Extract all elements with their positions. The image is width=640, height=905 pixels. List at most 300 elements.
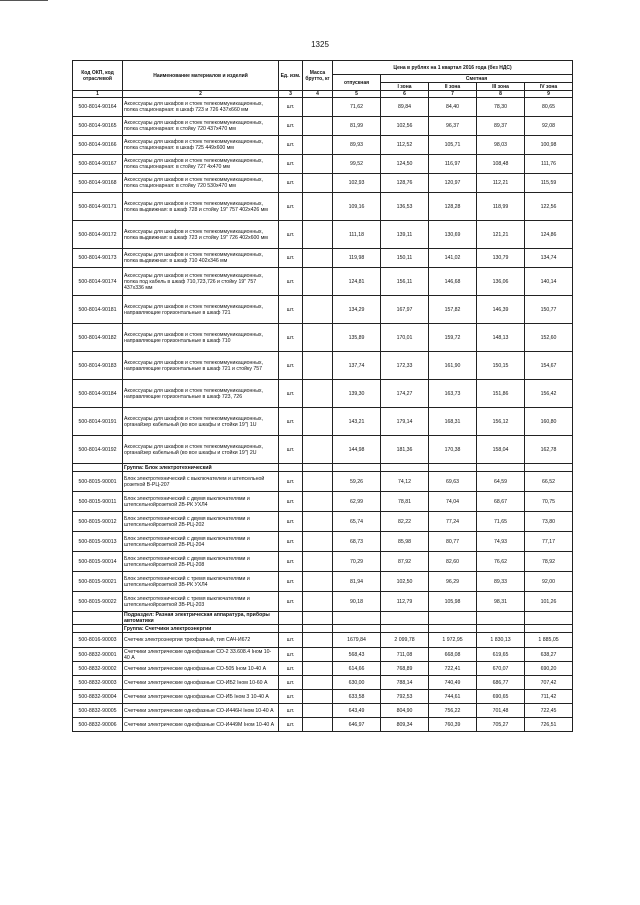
price-zone2: 69,63 [429, 472, 477, 492]
item-unit: шт. [279, 117, 303, 136]
item-code: 500-8832-90003 [73, 676, 123, 690]
colnum: 3 [279, 91, 303, 98]
price-zone1: 2 099,78 [381, 633, 429, 648]
item-code: 500-8014-90174 [73, 268, 123, 296]
price-zone1: 156,11 [381, 268, 429, 296]
empty-cell [429, 625, 477, 633]
item-name: Счетчики электрические однофазные СО-И446Н Iном 10-40 А [123, 704, 279, 718]
table-row [73, 98, 573, 117]
item-code: 500-8832-90004 [73, 690, 123, 704]
table-row [73, 648, 573, 662]
price-release: 144,98 [333, 436, 381, 464]
item-code: 500-8015-90011 [73, 492, 123, 512]
table-row [73, 633, 573, 648]
item-mass [303, 436, 333, 464]
price-zone3: 670,07 [477, 662, 525, 676]
item-unit: шт. [279, 296, 303, 324]
empty-cell [333, 464, 381, 472]
price-zone1: 150,11 [381, 249, 429, 268]
price-release: 630,00 [333, 676, 381, 690]
item-mass [303, 572, 333, 592]
price-zone4: 156,42 [525, 380, 573, 408]
price-zone3: 130,79 [477, 249, 525, 268]
price-zone2: 1 972,95 [429, 633, 477, 648]
item-mass [303, 512, 333, 532]
item-name: Аксессуары для шкафов и стоек телекоммуникационных, полка стационарная: в шкаф 725 449х600 мм [123, 136, 279, 155]
price-zone1: 170,01 [381, 324, 429, 352]
empty-cell [279, 612, 303, 625]
price-zone4: 73,80 [525, 512, 573, 532]
price-zone1: 78,81 [381, 492, 429, 512]
empty-cell [477, 625, 525, 633]
item-mass [303, 592, 333, 612]
item-name: Блок электротехнический с двумя выключателями и штепсельнойрозеткой 2В-РК УХЛ4 [123, 492, 279, 512]
price-zone4: 140,14 [525, 268, 573, 296]
item-mass [303, 552, 333, 572]
item-unit: шт. [279, 136, 303, 155]
item-name: Аксессуары для шкафов и стоек телекоммуникационных, направляющие горизонтальные в шкаф 721 [123, 296, 279, 324]
item-mass [303, 174, 333, 193]
item-mass [303, 380, 333, 408]
item-mass [303, 249, 333, 268]
item-name: Счетчики электрические однофазные СО-ИБ2 Iном 10-60 А [123, 676, 279, 690]
item-unit: шт. [279, 572, 303, 592]
price-zone2: 756,22 [429, 704, 477, 718]
price-zone4: 154,67 [525, 352, 573, 380]
table-row [73, 174, 573, 193]
item-mass [303, 532, 333, 552]
item-code: 500-8014-90182 [73, 324, 123, 352]
price-release: 68,73 [333, 532, 381, 552]
header-zone1: I зона [381, 83, 429, 91]
item-name: Блок электротехнический с выключателем и штепсельной розеткой В-РЦ-207 [123, 472, 279, 492]
price-zone3: 78,30 [477, 98, 525, 117]
item-name: Аксессуары для шкафов и стоек телекоммуникационных, полка выдвижная: в шкаф 710 402х346 мм [123, 249, 279, 268]
empty-cell [333, 612, 381, 625]
item-code: 500-8014-90184 [73, 380, 123, 408]
table-row [73, 676, 573, 690]
empty-cell [303, 612, 333, 625]
table-row [73, 436, 573, 464]
group-title: Группа: Счетчики электроэнергии [123, 625, 279, 633]
price-zone3: 89,33 [477, 572, 525, 592]
table-row [73, 249, 573, 268]
item-unit: шт. [279, 472, 303, 492]
item-code: 500-8015-90013 [73, 532, 123, 552]
price-zone3: 705,27 [477, 718, 525, 732]
price-zone4: 707,42 [525, 676, 573, 690]
price-zone1: 768,89 [381, 662, 429, 676]
price-zone2: 740,49 [429, 676, 477, 690]
item-code: 500-8014-90164 [73, 98, 123, 117]
price-zone2: 163,73 [429, 380, 477, 408]
price-zone1: 74,12 [381, 472, 429, 492]
item-name: Аксессуары для шкафов и стоек телекоммуникационных, направляющие горизонтальные в шкаф 721 и стойку 757 [123, 352, 279, 380]
item-code: 500-8014-90166 [73, 136, 123, 155]
group-code-cell [73, 464, 123, 472]
price-zone2: 744,61 [429, 690, 477, 704]
table-row [73, 380, 573, 408]
price-zone2: 159,72 [429, 324, 477, 352]
item-unit: шт. [279, 718, 303, 732]
item-name: Аксессуары для шкафов и стоек телекоммуникационных, органайзер кабельный (во все шкафы и стойки 19") 2U [123, 436, 279, 464]
price-zone4: 80,65 [525, 98, 573, 117]
item-name: Блок электротехнический с двумя выключателями и штепсельнойрозеткой 2В-РЦ-208 [123, 552, 279, 572]
item-code: 500-8015-90022 [73, 592, 123, 612]
item-mass [303, 676, 333, 690]
price-zone2: 157,82 [429, 296, 477, 324]
table-row [73, 352, 573, 380]
price-zone3: 690,65 [477, 690, 525, 704]
price-zone2: 96,29 [429, 572, 477, 592]
item-code: 500-8014-90172 [73, 221, 123, 249]
item-mass [303, 662, 333, 676]
price-zone1: 179,14 [381, 408, 429, 436]
colnum: 8 [477, 91, 525, 98]
item-name: Аксессуары для шкафов и стоек телекоммуникационных, полка под кабель в шкаф 710,723,726 и стойку 19" 757 437х336 мм [123, 268, 279, 296]
item-code: 500-8015-90001 [73, 472, 123, 492]
item-code: 500-8014-90171 [73, 193, 123, 221]
header-zone4: IV зона [525, 83, 573, 91]
price-zone3: 89,37 [477, 117, 525, 136]
empty-cell [303, 464, 333, 472]
price-release: 124,81 [333, 268, 381, 296]
item-unit: шт. [279, 436, 303, 464]
price-zone1: 804,90 [381, 704, 429, 718]
price-zone2: 96,37 [429, 117, 477, 136]
empty-cell [525, 612, 573, 625]
price-zone4: 722,45 [525, 704, 573, 718]
price-release: 81,99 [333, 117, 381, 136]
price-zone1: 128,76 [381, 174, 429, 193]
item-unit: шт. [279, 380, 303, 408]
page-number: 1325 [311, 40, 329, 49]
price-zone4: 711,42 [525, 690, 573, 704]
price-zone4: 690,20 [525, 662, 573, 676]
price-zone3: 98,03 [477, 136, 525, 155]
item-code: 500-8015-90021 [73, 572, 123, 592]
empty-cell [303, 625, 333, 633]
price-zone1: 167,97 [381, 296, 429, 324]
table-row [73, 472, 573, 492]
price-zone2: 760,39 [429, 718, 477, 732]
table-row [73, 117, 573, 136]
price-release: 646,97 [333, 718, 381, 732]
price-zone2: 82,60 [429, 552, 477, 572]
price-zone4: 726,51 [525, 718, 573, 732]
price-zone3: 1 830,13 [477, 633, 525, 648]
table-row [73, 155, 573, 174]
price-zone2: 722,41 [429, 662, 477, 676]
header-name: Наименование материалов и изделий [123, 61, 279, 91]
price-zone4: 1 885,05 [525, 633, 573, 648]
price-zone4: 134,74 [525, 249, 573, 268]
price-release: 143,21 [333, 408, 381, 436]
item-mass [303, 408, 333, 436]
price-zone3: 76,62 [477, 552, 525, 572]
table-row [73, 572, 573, 592]
table-row [73, 592, 573, 612]
item-unit: шт. [279, 155, 303, 174]
price-release: 139,30 [333, 380, 381, 408]
colnum: 4 [303, 91, 333, 98]
price-zone1: 181,36 [381, 436, 429, 464]
price-zone4: 92,08 [525, 117, 573, 136]
colnum: 2 [123, 91, 279, 98]
header-release: отпускная [333, 75, 381, 91]
item-name: Счетчики электрические однофазные СО-ИБ Iном 3 10-40 А [123, 690, 279, 704]
item-unit: шт. [279, 98, 303, 117]
item-unit: шт. [279, 676, 303, 690]
item-code: 500-8014-90168 [73, 174, 123, 193]
item-name: Счетчик электроэнергии трехфазный, тип САЧ-И672 [123, 633, 279, 648]
item-code: 500-8015-90012 [73, 512, 123, 532]
price-zone4: 162,78 [525, 436, 573, 464]
price-release: 71,62 [333, 98, 381, 117]
price-release: 62,99 [333, 492, 381, 512]
price-zone4: 160,80 [525, 408, 573, 436]
item-mass [303, 268, 333, 296]
item-name: Счетчики электрические однофазные СО-505 Iном 10-40 А [123, 662, 279, 676]
empty-cell [381, 625, 429, 633]
price-zone3: 158,04 [477, 436, 525, 464]
price-release: 137,74 [333, 352, 381, 380]
price-release: 90,18 [333, 592, 381, 612]
item-code: 500-8014-90173 [73, 249, 123, 268]
item-name: Аксессуары для шкафов и стоек телекоммуникационных, полка стационарная: в стойку 720 530х470 мм [123, 174, 279, 193]
item-code: 500-8016-90003 [73, 633, 123, 648]
price-zone1: 788,14 [381, 676, 429, 690]
price-zone1: 89,84 [381, 98, 429, 117]
price-zone2: 105,98 [429, 592, 477, 612]
price-release: 135,89 [333, 324, 381, 352]
item-name: Аксессуары для шкафов и стоек телекоммуникационных, полка выдвижная: в шкаф 728 и стойку 19" 757 402х426 мм [123, 193, 279, 221]
colnum: 7 [429, 91, 477, 98]
item-unit: шт. [279, 268, 303, 296]
empty-cell [525, 464, 573, 472]
colnum: 9 [525, 91, 573, 98]
price-release: 81,94 [333, 572, 381, 592]
item-name: Аксессуары для шкафов и стоек телекоммуникационных, полка стационарная: в шкаф 723 и 726 437х660 мм [123, 98, 279, 117]
item-mass [303, 690, 333, 704]
price-zone2: 105,71 [429, 136, 477, 155]
price-zone2: 80,77 [429, 532, 477, 552]
price-zone3: 146,39 [477, 296, 525, 324]
item-mass [303, 718, 333, 732]
item-mass [303, 704, 333, 718]
group-title: Подраздел: Разная электрическая аппаратура, приборы автоматики [123, 612, 279, 625]
item-unit: шт. [279, 662, 303, 676]
table-row [73, 296, 573, 324]
price-zone3: 148,13 [477, 324, 525, 352]
item-unit: шт. [279, 408, 303, 436]
price-zone3: 118,99 [477, 193, 525, 221]
price-zone1: 809,34 [381, 718, 429, 732]
price-zone4: 150,77 [525, 296, 573, 324]
price-zone1: 102,50 [381, 572, 429, 592]
group-title: Группа: Блок электротехнический [123, 464, 279, 472]
price-table [72, 60, 573, 732]
price-zone4: 92,00 [525, 572, 573, 592]
price-zone3: 150,15 [477, 352, 525, 380]
price-zone2: 146,68 [429, 268, 477, 296]
price-zone2: 120,97 [429, 174, 477, 193]
item-name: Счетчики электрические однофазные СО-2 33.608.4 Iном 10-40 А [123, 648, 279, 662]
item-name: Аксессуары для шкафов и стоек телекоммуникационных, направляющие горизонтальные в шкаф 723, 726 [123, 380, 279, 408]
item-code: 500-8014-90167 [73, 155, 123, 174]
price-zone3: 112,21 [477, 174, 525, 193]
table-row [73, 512, 573, 532]
price-release: 65,74 [333, 512, 381, 532]
item-name: Блок электротехнический с тремя выключателями и штепсельнойрозеткой 3В-РК УХЛ4 [123, 572, 279, 592]
empty-cell [477, 612, 525, 625]
table-row [73, 690, 573, 704]
item-mass [303, 633, 333, 648]
price-zone2: 161,90 [429, 352, 477, 380]
price-zone1: 792,53 [381, 690, 429, 704]
price-zone3: 64,59 [477, 472, 525, 492]
price-zone3: 108,48 [477, 155, 525, 174]
price-zone2: 116,97 [429, 155, 477, 174]
item-mass [303, 352, 333, 380]
price-zone4: 66,52 [525, 472, 573, 492]
colnum: 5 [333, 91, 381, 98]
item-name: Аксессуары для шкафов и стоек телекоммуникационных, полка стационарная: в стойку 727 4х470 мм [123, 155, 279, 174]
price-zone3: 151,86 [477, 380, 525, 408]
price-zone2: 74,04 [429, 492, 477, 512]
header-unit: Ед. изм. [279, 61, 303, 91]
item-unit: шт. [279, 648, 303, 662]
price-zone1: 172,33 [381, 352, 429, 380]
item-code: 500-8014-90183 [73, 352, 123, 380]
table-row [73, 704, 573, 718]
item-unit: шт. [279, 704, 303, 718]
item-code: 500-8014-90192 [73, 436, 123, 464]
item-mass [303, 155, 333, 174]
price-release: 89,93 [333, 136, 381, 155]
table-row [73, 552, 573, 572]
colnum: 6 [381, 91, 429, 98]
price-release: 59,26 [333, 472, 381, 492]
table-row [73, 136, 573, 155]
price-zone3: 156,12 [477, 408, 525, 436]
item-mass [303, 324, 333, 352]
item-mass [303, 221, 333, 249]
item-mass [303, 492, 333, 512]
price-release: 119,98 [333, 249, 381, 268]
price-zone4: 70,75 [525, 492, 573, 512]
item-name: Аксессуары для шкафов и стоек телекоммуникационных, направляющие горизонтальные в шкаф 710 [123, 324, 279, 352]
header-zone3: III зона [477, 83, 525, 91]
item-code: 500-8014-90191 [73, 408, 123, 436]
price-release: 102,93 [333, 174, 381, 193]
price-zone2: 77,24 [429, 512, 477, 532]
item-code: 500-8015-90014 [73, 552, 123, 572]
item-code: 500-8832-90006 [73, 718, 123, 732]
item-mass [303, 296, 333, 324]
item-unit: шт. [279, 324, 303, 352]
table-row [73, 662, 573, 676]
empty-cell [429, 612, 477, 625]
price-zone2: 168,31 [429, 408, 477, 436]
table-row [73, 193, 573, 221]
price-zone1: 85,98 [381, 532, 429, 552]
price-zone4: 78,92 [525, 552, 573, 572]
price-zone2: 668,08 [429, 648, 477, 662]
item-mass [303, 193, 333, 221]
price-zone4: 77,17 [525, 532, 573, 552]
price-zone3: 701,48 [477, 704, 525, 718]
price-zone3: 71,65 [477, 512, 525, 532]
price-zone1: 112,52 [381, 136, 429, 155]
price-zone4: 101,26 [525, 592, 573, 612]
item-unit: шт. [279, 552, 303, 572]
price-zone4: 111,76 [525, 155, 573, 174]
item-unit: шт. [279, 592, 303, 612]
table-row [73, 532, 573, 552]
empty-cell [381, 612, 429, 625]
item-mass [303, 98, 333, 117]
group-row [73, 625, 573, 633]
price-release: 633,58 [333, 690, 381, 704]
price-zone3: 121,21 [477, 221, 525, 249]
header-zone2: II зона [429, 83, 477, 91]
item-unit: шт. [279, 221, 303, 249]
price-zone1: 102,56 [381, 117, 429, 136]
table-row [73, 221, 573, 249]
price-zone2: 170,38 [429, 436, 477, 464]
item-code: 500-8014-90181 [73, 296, 123, 324]
table-row [73, 492, 573, 512]
price-zone3: 68,67 [477, 492, 525, 512]
price-zone4: 122,56 [525, 193, 573, 221]
header-estimate: Сметная [381, 75, 573, 83]
price-zone3: 74,93 [477, 532, 525, 552]
item-code: 500-8832-90005 [73, 704, 123, 718]
price-release: 111,18 [333, 221, 381, 249]
item-mass [303, 117, 333, 136]
price-zone1: 124,50 [381, 155, 429, 174]
top-rule [0, 0, 48, 1]
item-name: Счетчики электрические однофазные СО-И449М Iном 10-40 А [123, 718, 279, 732]
table-row [73, 408, 573, 436]
price-zone1: 112,79 [381, 592, 429, 612]
price-release: 614,66 [333, 662, 381, 676]
empty-cell [525, 625, 573, 633]
item-code: 500-8832-90001 [73, 648, 123, 662]
item-unit: шт. [279, 512, 303, 532]
item-unit: шт. [279, 633, 303, 648]
price-zone4: 115,59 [525, 174, 573, 193]
price-release: 99,52 [333, 155, 381, 174]
item-unit: шт. [279, 690, 303, 704]
table-row [73, 324, 573, 352]
item-mass [303, 136, 333, 155]
price-zone1: 136,53 [381, 193, 429, 221]
price-zone3: 686,77 [477, 676, 525, 690]
item-mass [303, 472, 333, 492]
empty-cell [333, 625, 381, 633]
table-row [73, 268, 573, 296]
item-unit: шт. [279, 174, 303, 193]
price-zone2: 84,40 [429, 98, 477, 117]
item-unit: шт. [279, 492, 303, 512]
empty-cell [381, 464, 429, 472]
group-code-cell [73, 612, 123, 625]
item-name: Блок электротехнический с двумя выключателями и штепсельнойрозеткой 2В-РЦ-202 [123, 512, 279, 532]
price-zone3: 619,65 [477, 648, 525, 662]
group-row [73, 612, 573, 625]
